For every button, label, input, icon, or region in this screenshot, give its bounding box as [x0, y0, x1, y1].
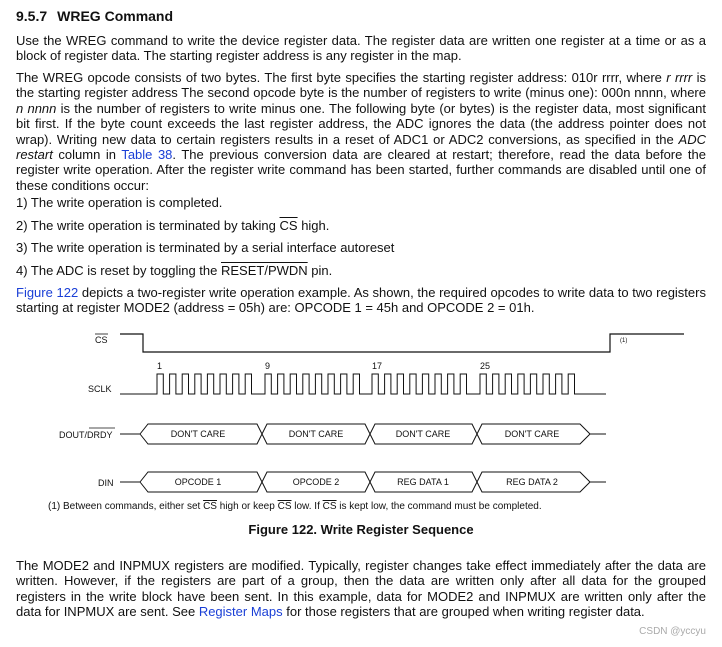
- din-cell-opcode-1: OPCODE 1: [174, 477, 222, 487]
- cs-label: CS: [95, 335, 108, 345]
- section-heading: [16, 8, 173, 24]
- section-title: WREG Command: [57, 8, 174, 24]
- clock-number-25: 25: [480, 361, 491, 371]
- din-cell-reg-data-2: REG DATA 2: [506, 477, 558, 487]
- opcode-paragraph: The WREG opcode consists of two bytes. The first byte specifies the starting register address: 010r rrrr, where r rrrr is the starting register address The second opcode byte is the number of registers to write (minus one): 000n nnnn, where n nnnn is the number of registers to write minus one. The following byte (or bytes) is the register data, most significant bit first. If the byte count exceeds the last register address, the ADC ignores the data (the address pointer does not wrap). Writing new data to certain registers results in a reset of ADC1 or ADC2 conversions, as specified in the ADC restart column in Table 38. The previous conversion data are cleared at restart; therefore, read the data before the register write operation. After the register write command has been started, further commands are disabled until one of these conditions occur:: [16, 70, 707, 193]
- sclk-waveform: [120, 374, 606, 394]
- cs-signal: $\overline{CS}$: [279, 218, 298, 233]
- dout-cell-2: DON'T CARE: [288, 429, 344, 439]
- condition-4: 4) The ADC is reset by toggling the RESET/PWDN pin.: [16, 263, 333, 278]
- dout-cell-4: DON'T CARE: [504, 429, 560, 439]
- table-38-link[interactable]: Table 38: [121, 147, 173, 163]
- sclk-label: SCLK: [88, 384, 112, 394]
- register-maps-link[interactable]: Register Maps: [198, 604, 283, 620]
- figure-ref-paragraph: Figure 122 depicts a two-register write operation example. As shown, the required opcodes to write data to two registers starting at register MODE2 (address = 05h) are: OPCODE 1 = 45h and OPCODE 2 = 01h.: [16, 285, 706, 316]
- condition-1: 1) The write operation is completed.: [16, 195, 223, 210]
- condition-3: 3) The write operation is terminated by a serial interface autoreset: [16, 240, 395, 255]
- clock-number-17: 17: [372, 361, 383, 371]
- reset-pwdn-signal: RESET/PWDN: [220, 263, 308, 278]
- register-group-paragraph: The MODE2 and INPMUX registers are modified. Typically, register changes take effect immediately after the data are written. However, if the registers are part of a group, then the data are written only after all data for the grouped registers in the write block have been sent. In this example, data for MODE2 and INPMUX are written only after the data for INPMUX are sent. See Register Maps for those registers that are grouped when writing register data.: [16, 558, 706, 620]
- cs-waveform: [120, 334, 684, 352]
- cs-note-marker: (1): [620, 338, 628, 344]
- dout-drdy-label: DOUT/DRDY: [59, 430, 113, 440]
- section-number: 9.5.7: [16, 8, 48, 24]
- clock-number-1: 1: [157, 361, 163, 371]
- figure-footnote: (1) Between commands, either set $\overline{CS}$ high or keep $\overline{CS}$ low. If $\overline{CS}$ is kept low, the command must be completed.: [48, 501, 542, 512]
- figure-122-link[interactable]: Figure 122: [16, 285, 79, 300]
- din-cell-opcode-2: OPCODE 2: [292, 477, 340, 487]
- timing-diagram: [40, 326, 690, 518]
- clock-number-9: 9: [265, 361, 271, 371]
- dout-cell-1: DON'T CARE: [170, 429, 226, 439]
- watermark: CSDN @yccyu: [639, 626, 706, 637]
- condition-2: 2) The write operation is terminated by taking $\overline{CS}$ high.: [16, 218, 330, 233]
- dout-cell-3: DON'T CARE: [395, 429, 451, 439]
- din-label: DIN: [98, 478, 114, 488]
- din-cell-reg-data-1: REG DATA 1: [397, 477, 449, 487]
- figure-caption: Figure 122. Write Register Sequence: [248, 522, 474, 537]
- intro-paragraph: Use the WREG command to write the device register data. The register data are written one register at a time or as a block of register data. The starting register address is any register in the map.: [16, 33, 706, 64]
